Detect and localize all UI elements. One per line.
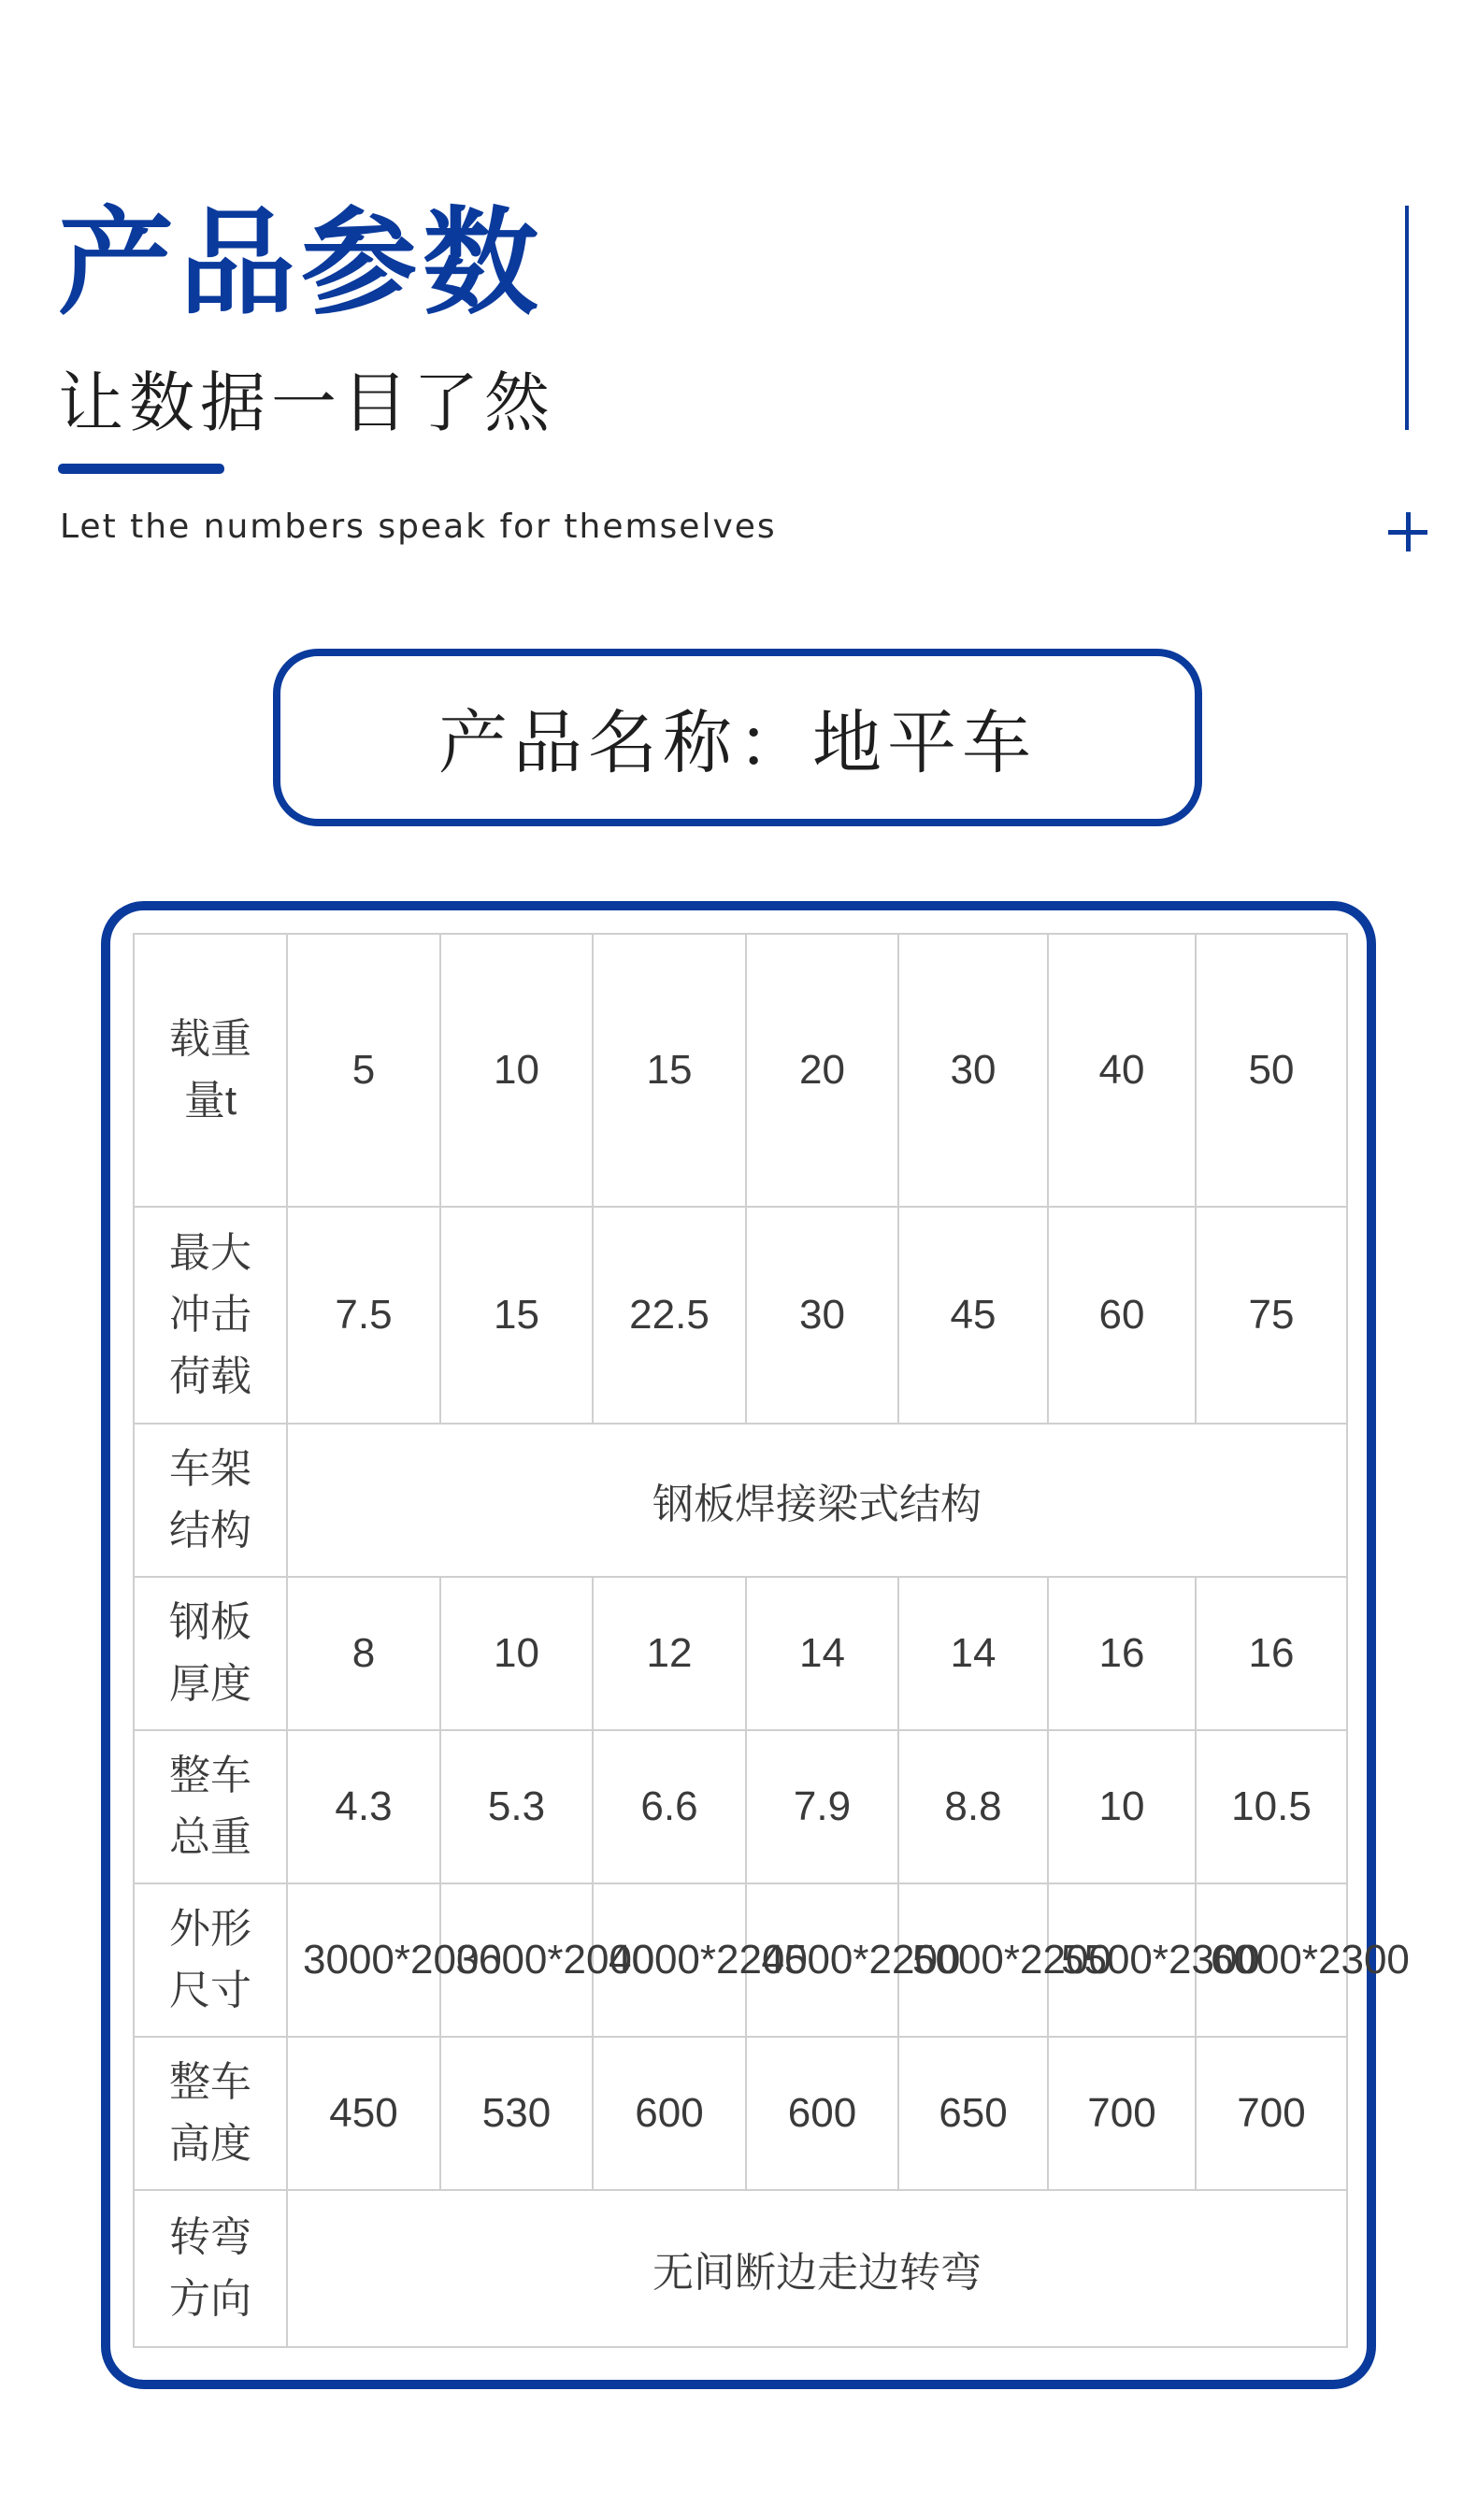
table-cell: 600 (593, 2037, 746, 2190)
table-cell: 5500*2300 (1048, 1883, 1196, 2037)
table-row (134, 2037, 1347, 2190)
product-name-label: 产品名称：地平车 (438, 703, 1037, 783)
table-cell: 40 (1048, 934, 1196, 1207)
table-cell: 22.5 (593, 1207, 746, 1424)
table-cell: 4000*2200 (593, 1883, 746, 2037)
table-cell: 5 (287, 934, 440, 1207)
table-cell: 15 (593, 934, 746, 1207)
table-cell: 3600*2000 (440, 1883, 593, 2037)
table-cell: 10.5 (1196, 1730, 1347, 1883)
row-label-dimensions: 外形尺寸 (134, 1883, 287, 2037)
table-cell: 16 (1048, 1577, 1196, 1730)
table-cell: 8.8 (898, 1730, 1048, 1883)
row-label-impact-load: 最大冲击荷载 (134, 1207, 287, 1424)
table-cell: 6000*2300 (1196, 1883, 1347, 2037)
table-cell: 20 (746, 934, 898, 1207)
table-cell: 16 (1196, 1577, 1347, 1730)
table-cell: 10 (440, 934, 593, 1207)
row-label-frame-structure: 车架结构 (134, 1424, 287, 1577)
table-cell: 50 (1196, 934, 1347, 1207)
table-cell: 15 (440, 1207, 593, 1424)
table-cell: 14 (898, 1577, 1048, 1730)
table-cell: 5000*2200 (898, 1883, 1048, 2037)
table-cell: 30 (746, 1207, 898, 1424)
table-row (134, 934, 1347, 1207)
merged-cell-frame-structure: 钢板焊接梁式结构 (287, 1424, 1347, 1577)
table-cell: 5.3 (440, 1730, 593, 1883)
title-underline (58, 464, 224, 474)
table-cell: 700 (1196, 2037, 1347, 2190)
table-cell: 6.6 (593, 1730, 746, 1883)
decorative-vertical-line (1405, 206, 1409, 430)
table-cell: 700 (1048, 2037, 1196, 2190)
plus-icon (1388, 512, 1427, 551)
table-row (134, 1424, 1347, 1577)
table-cell: 10 (1048, 1730, 1196, 1883)
table-cell: 14 (746, 1577, 898, 1730)
table-cell: 30 (898, 934, 1048, 1207)
merged-cell-turning-direction: 无间断边走边转弯 (287, 2190, 1347, 2347)
table-cell: 530 (440, 2037, 593, 2190)
table-cell: 650 (898, 2037, 1048, 2190)
table-row (134, 1883, 1347, 2037)
product-name-box (273, 649, 1202, 826)
page-subtitle: 让数据一目了然 (58, 365, 555, 441)
table-cell: 600 (746, 2037, 898, 2190)
table-cell: 4.3 (287, 1730, 440, 1883)
table-cell: 7.9 (746, 1730, 898, 1883)
table-cell: 3000*2000 (287, 1883, 440, 2037)
table-row (134, 1207, 1347, 1424)
table-cell: 12 (593, 1577, 746, 1730)
table-cell: 75 (1196, 1207, 1347, 1424)
row-label-turning-direction: 转弯方向 (134, 2190, 287, 2347)
row-label-load: 载重量t (134, 934, 287, 1207)
table-cell: 7.5 (287, 1207, 440, 1424)
table-cell: 8 (287, 1577, 440, 1730)
english-subtitle: Let the numbers speak for themselves (60, 508, 777, 546)
table-row (134, 1577, 1347, 1730)
table-cell: 10 (440, 1577, 593, 1730)
spec-table (133, 933, 1410, 2348)
table-cell: 60 (1048, 1207, 1196, 1424)
page-title: 产品参数 (58, 196, 545, 331)
table-row (134, 2190, 1347, 2347)
table-cell: 45 (898, 1207, 1048, 1424)
table-row (134, 1730, 1347, 1883)
row-label-total-weight: 整车总重 (134, 1730, 287, 1883)
table-cell: 4500*2200 (746, 1883, 898, 2037)
row-label-plate-thickness: 钢板厚度 (134, 1577, 287, 1730)
row-label-vehicle-height: 整车高度 (134, 2037, 287, 2190)
table-cell: 450 (287, 2037, 440, 2190)
